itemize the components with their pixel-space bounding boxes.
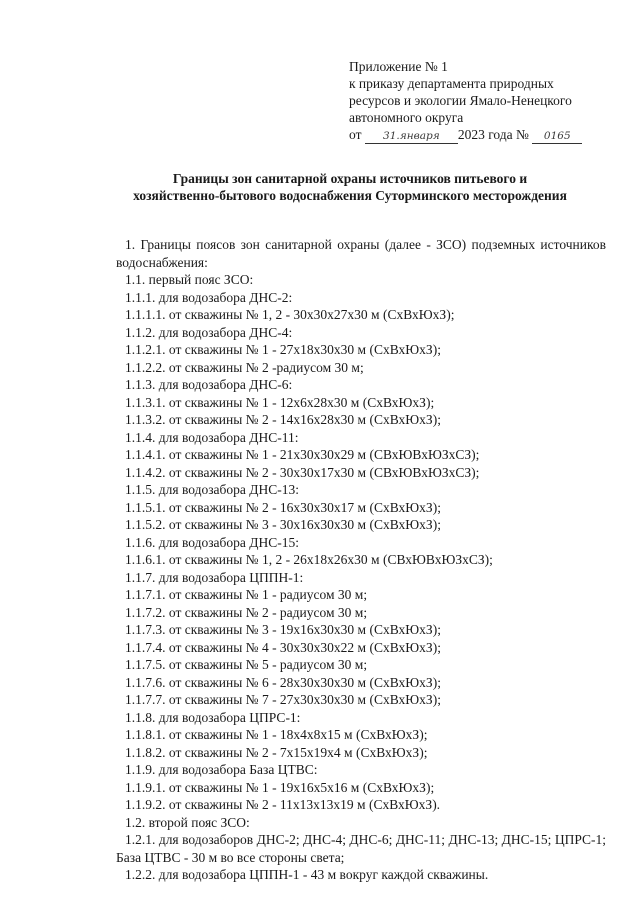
list-item: 1.1.1.1. от скважины № 1, 2 - 30х30х27х30 м (СхВхЮхЗ); — [125, 307, 455, 322]
list-item: 1.1.9. для водозабора База ЦТВС: — [125, 762, 318, 777]
list-item: 1.1.4.1. от скважины № 1 - 21х30х30х29 м (СВхЮВхЮЗхСЗ); — [125, 447, 480, 462]
list-item: 1.1.7.5. от скважины № 5 - радиусом 30 м; — [125, 657, 368, 672]
paragraph-1-2-1: 1.2.1. для водозаборов ДНС-2; ДНС-4; ДНС-6; ДНС-11; ДНС-13; ДНС-15; ЦПРС-1; База ЦТВС - 30 м во все стороны света; — [116, 832, 606, 865]
date-prefix: от — [349, 127, 362, 142]
list-item: 1.1.2.2. от скважины № 2 -радиусом 30 м; — [125, 359, 364, 375]
list-item: 1.1.2.1. от скважины № 1 - 27х18х30х30 м (СхВхЮхЗ); — [125, 342, 441, 357]
title-line-1: Границы зон санитарной охраны источников питьевого и — [172, 171, 528, 186]
list-item: 1.1.4. для водозабора ДНС-11: — [125, 429, 299, 445]
list-item: 1.1.7.6. от скважины № 6 - 28х30х30х30 м (СхВхЮхЗ); — [125, 674, 441, 690]
list-item: 1.1.3.2. от скважины № 2 - 14х16х28х30 м (СхВхЮхЗ); — [125, 412, 441, 427]
handwritten-order-number: 0165 — [532, 130, 582, 144]
list-item: 1.1.8.2. от скважины № 2 - 7х15х19х4 м (СхВхЮхЗ); — [125, 744, 428, 760]
list-item: 1.1.9.1. от скважины № 1 - 19х16х5х16 м (СхВхЮхЗ); — [125, 779, 435, 795]
list-item: 1.1.6. для водозабора ДНС-15: — [125, 534, 299, 550]
appendix-date-line — [349, 126, 582, 144]
list-item: 1.1.5. для водозабора ДНС-13: — [125, 482, 299, 497]
list-item: 1.1.7.3. от скважины № 3 - 19х16х30х30 м (СхВхЮхЗ); — [125, 622, 441, 637]
list-item: 1.1.5.2. от скважины № 3 - 30х16х30х30 м (СхВхЮхЗ); — [125, 517, 441, 532]
list-item: 1.1.3. для водозабора ДНС-6: — [125, 377, 293, 392]
list-item: 1.1.2. для водозабора ДНС-4: — [125, 324, 293, 340]
paragraph-1: 1. Границы поясов зон санитарной охраны (далее - ЗСО) подземных источников водоснабжения: — [116, 237, 606, 270]
list-item: 1.1.8. для водозабора ЦПРС-1: — [125, 709, 301, 725]
list-item: 1.1.7.1. от скважины № 1 - радиусом 30 м; — [125, 587, 368, 602]
list-item: 1.1. первый пояс ЗСО: — [125, 272, 254, 287]
appendix-region: автономного округа — [349, 110, 464, 125]
appendix-order-ref: к приказу департамента природных — [349, 76, 554, 91]
list-item: 1.1.9.2. от скважины № 2 - 11х13х13х19 м (СхВхЮхЗ). — [125, 797, 441, 812]
year-text: 2023 года № — [457, 127, 529, 142]
list-item: 1.1.7. для водозабора ЦППН-1: — [125, 569, 304, 585]
title-line-2: хозяйственно-бытового водоснабжения Суторминского месторождения — [133, 188, 567, 203]
list-item: 1.2. второй пояс ЗСО: — [125, 814, 250, 830]
list-item: 1.1.8.1. от скважины № 1 - 18х4х8х15 м (СхВхЮхЗ); — [125, 727, 428, 742]
appendix-number: Приложение № 1 — [349, 59, 448, 74]
list-item: 1.1.4.2. от скважины № 2 - 30х30х17х30 м (СВхЮВхЮЗхСЗ); — [125, 464, 480, 480]
list-item: 1.1.3.1. от скважины № 1 - 12х6х28х30 м (СхВхЮхЗ); — [125, 394, 435, 410]
document-title — [60, 170, 640, 204]
paragraph-1-2-2: 1.2.2. для водозабора ЦППН-1 - 43 м вокруг каждой скважины. — [125, 867, 489, 882]
document-body — [116, 236, 606, 884]
appendix-department: ресурсов и экологии Ямало-Ненецкого — [349, 93, 572, 108]
list-item: 1.1.1. для водозабора ДНС-2: — [125, 289, 293, 305]
list-item: 1.1.7.7. от скважины № 7 - 27х30х30х30 м (СхВхЮхЗ); — [125, 692, 441, 707]
list-item: 1.1.7.4. от скважины № 4 - 30х30х30х22 м (СхВхЮхЗ); — [125, 639, 441, 655]
items-list — [116, 271, 606, 831]
list-item: 1.1.7.2. от скважины № 2 - радиусом 30 м; — [125, 604, 368, 620]
list-item: 1.1.5.1. от скважины № 2 - 16х30х30х17 м (СхВхЮхЗ); — [125, 499, 441, 515]
list-item: 1.1.6.1. от скважины № 1, 2 - 26х18х26х30 м (СВхЮВхЮЗхСЗ); — [125, 552, 493, 567]
handwritten-date: 31.января — [365, 130, 458, 144]
appendix-header — [349, 58, 582, 144]
